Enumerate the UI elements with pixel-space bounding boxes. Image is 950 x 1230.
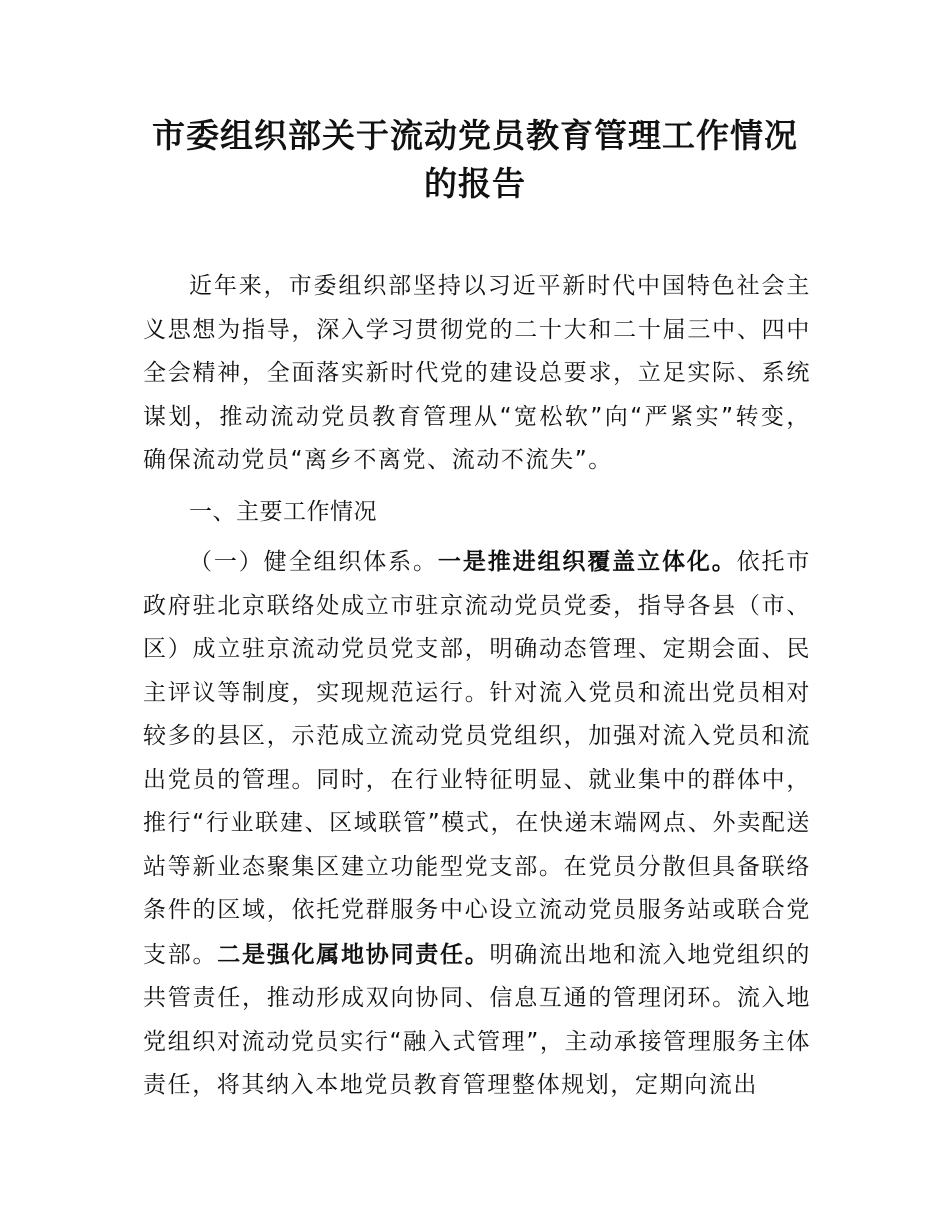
intro-paragraph: 近年来，市委组织部坚持以习近平新时代中国特色社会主义思想为指导，深入学习贯彻党的二十大和二十届三中、四中全会精神，全面落实新时代党的建设总要求，立足实际、系统谋划，推动流动党员教育管理从“宽松软”向“严紧实”转变，确保流动党员“离乡不离党、流动不流失”。: [143, 273, 811, 473]
point-1-heading: 一是推进组织覆盖立体化。: [437, 548, 737, 575]
point-2-heading: 二是强化属地协同责任。: [217, 940, 490, 968]
subsection-label: （一）健全组织体系。: [189, 549, 438, 575]
section-heading: 一、主要工作情况: [189, 498, 377, 525]
point-1-text: 依托市政府驻北京联络处成立市驻京流动党员党委，指导各县（市、区）成立驻京流动党员党支部，明确动态管理、定期会面、民主评议等制度，实现规范运行。针对流入党员和流出党员相对较多的县区，示范成立流动党员党组织，加强对流入党员和流出党员的管理。同时，在行业特征明显、就业集中的群体中，推行“行业联建、区域联管”模式，在快递末端网点、外卖配送站等新业态聚集区建立功能型党支部。在党员分散但具备联络条件的区域，依托党群服务中心设立流动党员服务站或联合党支部。: [143, 549, 812, 968]
section-paragraph: [143, 540, 811, 1108]
document-body: [143, 265, 811, 1108]
title-line-1: 市委组织部关于流动党员教育管理工作情况: [152, 116, 798, 155]
title-line-2: 的报告: [424, 164, 526, 203]
point-2-text: 明确流出地和流入地党组织的共管责任，推动形成双向协同、信息互通的管理闭环。流入地党组织对流动党员实行“融入式管理”，主动承接管理服务主体责任，将其纳入本地党员教育管理整体规划，定期向流出: [143, 941, 811, 1098]
document-title: [100, 112, 850, 208]
